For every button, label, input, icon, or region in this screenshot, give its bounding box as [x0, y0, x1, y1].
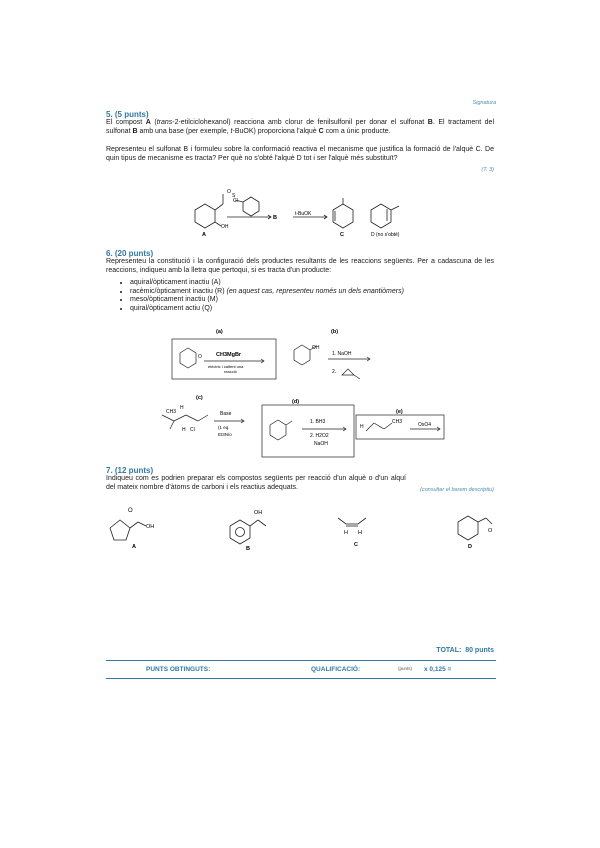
reaction-b-step1: 1. NaOH: [332, 351, 352, 357]
q5-reference: (T. 3): [481, 167, 494, 173]
label-b: B: [273, 215, 277, 221]
reaction-e-h: H: [360, 424, 364, 430]
reaction-d-step3: NaOH: [314, 441, 328, 447]
reaction-e-reagent: OsO4: [418, 422, 432, 428]
compound-a-oh: OH: [146, 524, 155, 530]
grade-small: (punts): [398, 666, 413, 671]
q7-title: 7. (12 punts): [106, 466, 154, 475]
reaction-a-label: (a): [216, 329, 223, 335]
compound-a-o: O: [128, 508, 133, 514]
reaction-b-oh: OH: [312, 345, 320, 351]
reaction-d-label: (d): [292, 399, 300, 405]
reaction-c-label: (c): [196, 395, 203, 401]
reaction-c-ch3: CH3: [166, 409, 177, 415]
q5-title: 5. (5 punts): [106, 110, 149, 119]
reaction-c-reagent: Base: [220, 411, 232, 417]
q6-title: 6. (20 punts): [106, 249, 154, 258]
q6-case-item: • quiral/òpticament actiu (Q): [130, 305, 404, 314]
sulfonyl-s: S: [232, 193, 236, 199]
compound-a-label: A: [132, 544, 136, 550]
points-obtained-label: PUNTS OBTINGUTS:: [146, 666, 211, 673]
q6-case-list: [118, 279, 404, 313]
footer-score-row: [106, 663, 496, 677]
q7-intro: Indiqueu com es podrien preparar els compostos següents per reacció d'un alquè o d'un alquí del mateix nombre d'àtoms de carboni i els reactius adequats.: [106, 475, 406, 491]
reaction-c-cond2: Et3N/o: [218, 432, 232, 437]
sulfonyl-cl: Cl: [233, 198, 238, 204]
reaction-a-condition: elèctric i calfent una: [208, 364, 244, 369]
reaction-c-cl: Cl: [190, 427, 195, 433]
reaction-e-ch3: CH3: [392, 419, 403, 425]
reaction-b-label: (b): [331, 329, 339, 335]
q5-paragraph-1: El compost A (trans-2-etilciclohexanol) reacciona amb clorur de fenilsulfonil per donar el sulfonat B. El tractament del sulfonat B amb una base (per exemple, t-BuOK) proporciona l'alquè C com a únic producte.: [106, 119, 495, 135]
grade-factor: x 0,125 =: [424, 666, 452, 673]
reaction-c-h2: H: [182, 427, 186, 433]
reaction-a-reagent: CH3MgBr: [216, 352, 242, 358]
compound-b-oh: OH: [254, 510, 263, 516]
cyclohexane-a: [195, 204, 215, 228]
reaction-a-o: O: [198, 354, 202, 360]
compound-b-label: B: [246, 546, 250, 552]
reaction-d-step2: 2. H2O2: [310, 433, 329, 439]
reaction-e-label: (e): [396, 409, 403, 415]
label-a: A: [202, 232, 206, 238]
reaction-b-step2: 2.: [332, 369, 337, 375]
reaction-c-h1: H: [180, 405, 184, 411]
compound-c-h2: H: [358, 530, 362, 536]
a-oh: OH: [221, 224, 229, 230]
reaction-d-box: [262, 405, 354, 457]
grade-label: QUALIFICACIÓ:: [311, 666, 361, 673]
reaction-d-step1: 1. BH3: [310, 419, 326, 425]
compound-c-h1: H: [344, 530, 348, 536]
reaction-a-condition2: reacció: [224, 369, 237, 374]
sulfonyl-o1: O: [227, 189, 231, 195]
q6-reactions: [160, 325, 460, 465]
q6-case-item: • aquiral/òpticament inactiu (A): [130, 279, 404, 288]
compound-c-label: C: [354, 542, 358, 548]
compound-d-label: D: [468, 544, 472, 550]
compound-d-o: O: [488, 528, 493, 534]
q5-paragraph-2: Representeu el sulfonat B i formuleu sobre la conformació reactiva el mecanisme que justifica la formació de l'alquè C. De quin tipus de mecanisme es tracta? Per què no s'obté l'alquè D tot i ser l'alquè més substituït?: [106, 146, 494, 162]
q6-case-item: • racèmic/òpticament inactiu (R) (en aquest cas, representeu només un dels enantiòmers): [130, 288, 404, 297]
total: TOTAL: 80 punts: [436, 647, 494, 654]
q5-reaction-scheme: [185, 180, 415, 240]
footer-rule-bottom: [106, 678, 496, 679]
label-d: D (no s'obté): [371, 232, 400, 238]
reaction-c-cond1: (1 eq.: [218, 425, 230, 430]
q7-compounds: [100, 500, 500, 560]
corner-note: Signatura: [472, 100, 496, 106]
q6-intro: Representeu la constitució i la configuració dels productes resultants de les reaccions següents. Per a cadascuna de les reaccions, indiqueu amb la lletra que pertoqui, si es tracta d'un producte:: [106, 258, 494, 274]
q6-case-item: • meso/òpticament inactiu (M): [130, 296, 404, 305]
reagent-tbuok: t-BuOK: [295, 211, 312, 217]
label-c: C: [340, 232, 344, 238]
q7-note: (consultar el barem descriptiu): [420, 487, 494, 493]
footer-rule-top: [106, 660, 496, 661]
